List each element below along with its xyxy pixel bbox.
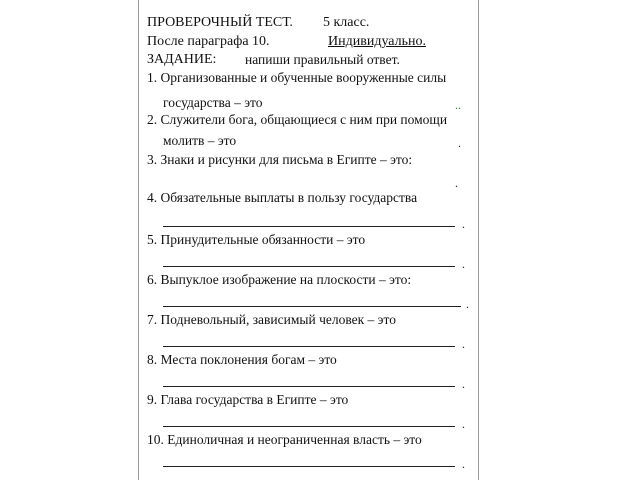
left-margin-line: [138, 0, 139, 480]
question-8-answer-line[interactable]: [163, 386, 455, 387]
question-9-text: 9. Глава государства в Египте – это: [147, 392, 349, 407]
grade-label: 5 класс.: [323, 15, 370, 30]
question-10-text: 10. Единоличная и неограниченная власть – это: [147, 432, 422, 447]
question-1-continuation: государства – это: [163, 95, 263, 110]
question-3-end-mark: .: [455, 176, 458, 190]
question-5-end-mark: .: [462, 257, 465, 271]
question-10-answer-line[interactable]: [163, 466, 455, 467]
question-1-end-mark: ..: [455, 98, 461, 112]
right-margin-line: [478, 0, 479, 480]
task-label: ЗАДАНИЕ:: [147, 52, 217, 67]
question-4-text: 4. Обязательные выплаты в пользу государства: [147, 190, 418, 205]
question-2-continuation: молитв – это: [163, 133, 237, 148]
question-1-text: 1. Организованные и обученные вооруженные силы: [147, 70, 447, 85]
question-3-text: 3. Знаки и рисунки для письма в Египте – это:: [147, 152, 413, 167]
task-text: напиши правильный ответ.: [245, 52, 400, 67]
question-9-answer-line[interactable]: [163, 426, 455, 427]
question-6-end-mark: .: [466, 297, 469, 311]
question-2-text: 2. Служители бога, общающиеся с ним при помощи: [147, 112, 448, 127]
question-4-end-mark: .: [462, 217, 465, 231]
question-5-answer-line[interactable]: [163, 266, 455, 267]
question-10-end-mark: .: [462, 457, 465, 471]
mode-label: Индивидуально.: [328, 34, 426, 49]
test-title: ПРОВЕРОЧНЫЙ ТЕСТ.: [147, 15, 293, 30]
question-6-text: 6. Выпуклое изображение на плоскости – это:: [147, 272, 412, 287]
question-7-text: 7. Подневольный, зависимый человек – это: [147, 312, 396, 327]
question-9-end-mark: .: [462, 417, 465, 431]
question-8-text: 8. Места поклонения богам – это: [147, 352, 337, 367]
question-4-answer-line[interactable]: [163, 226, 455, 227]
question-5-text: 5. Принудительные обязанности – это: [147, 232, 366, 247]
question-2-end-mark: .: [458, 136, 461, 150]
question-7-answer-line[interactable]: [163, 346, 455, 347]
question-6-answer-line[interactable]: [163, 306, 461, 307]
paragraph-label: После параграфа 10.: [147, 34, 270, 49]
question-7-end-mark: .: [462, 337, 465, 351]
question-8-end-mark: .: [462, 377, 465, 391]
